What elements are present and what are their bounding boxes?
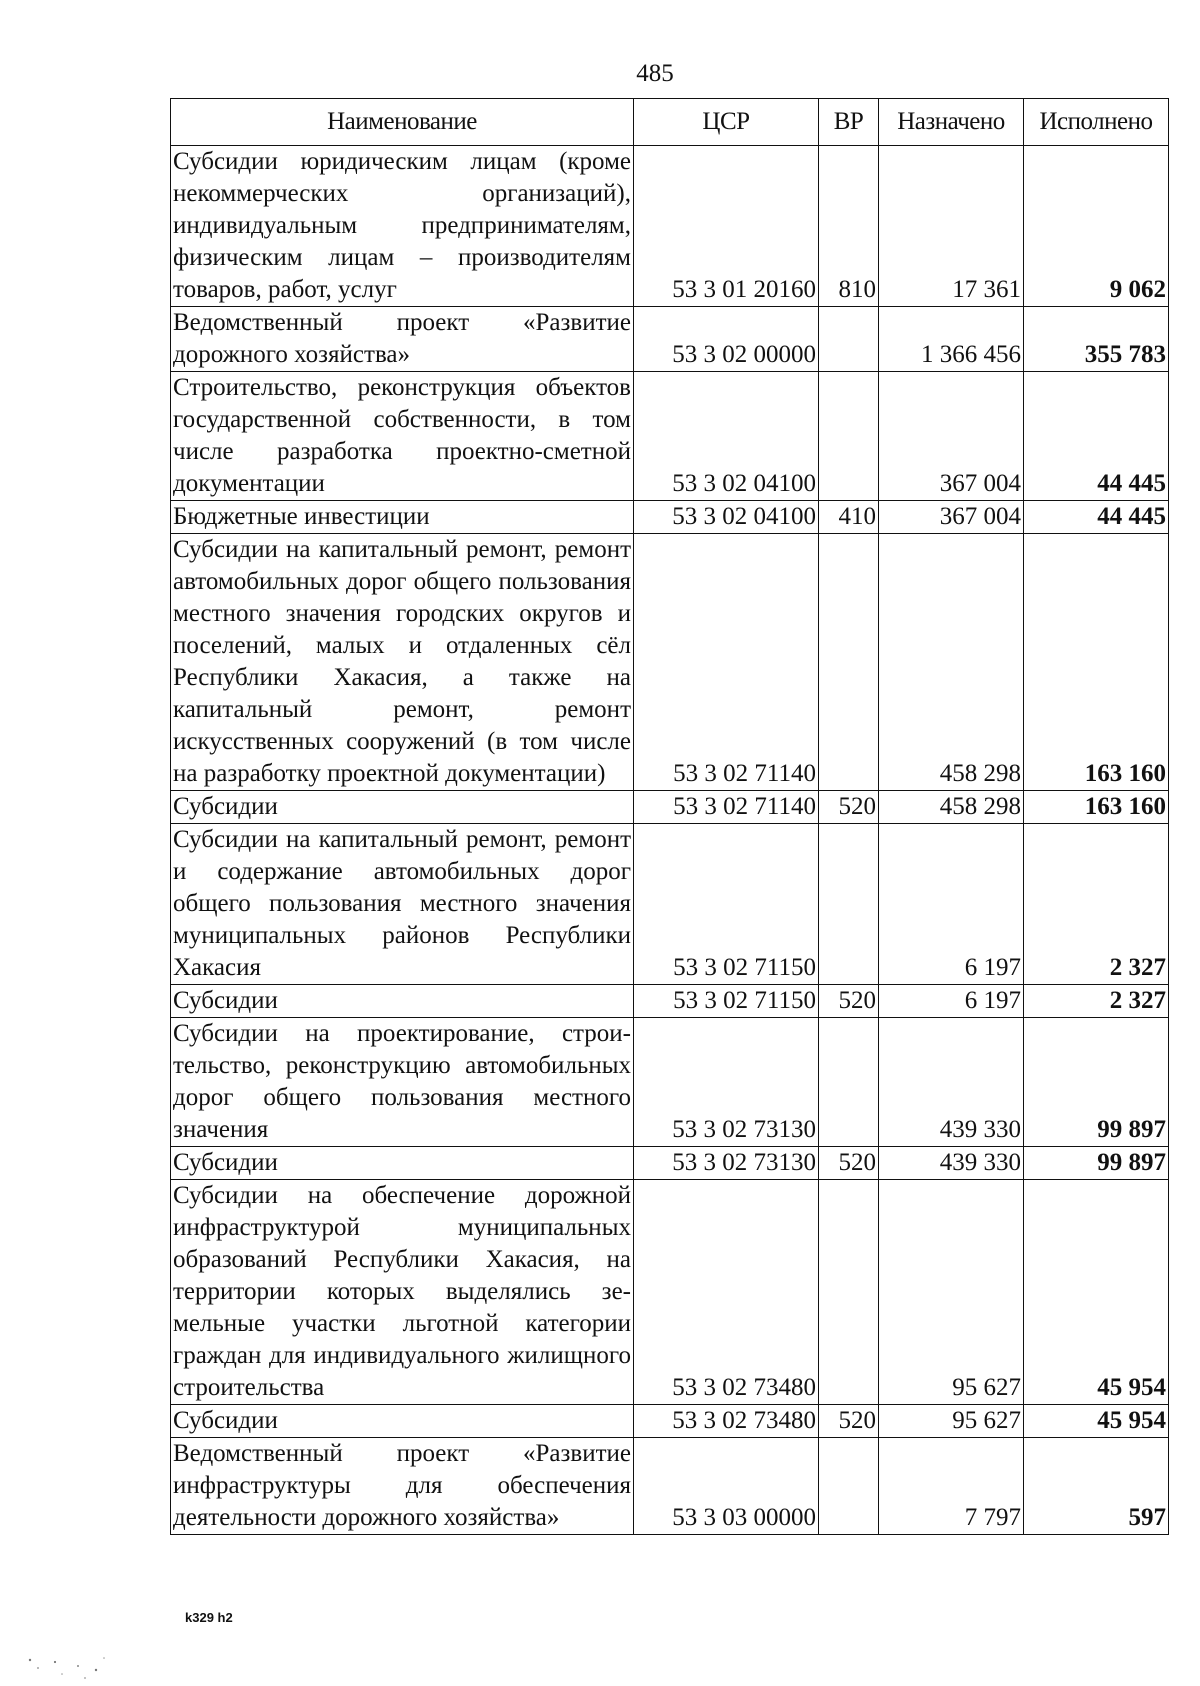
table-row bbox=[171, 307, 1169, 372]
cell-assigned: 458 298 bbox=[879, 791, 1024, 824]
cell-vr bbox=[819, 534, 879, 791]
cell-csr: 53 3 02 73130 bbox=[634, 1018, 819, 1147]
header-name: Наименование bbox=[171, 99, 634, 146]
cell-vr bbox=[819, 1438, 879, 1535]
cell-csr: 53 3 01 20160 bbox=[634, 146, 819, 307]
cell-executed: 597 bbox=[1024, 1438, 1169, 1535]
cell-name: Субсидии bbox=[171, 985, 634, 1018]
cell-executed: 99 897 bbox=[1024, 1147, 1169, 1180]
cell-csr: 53 3 02 00000 bbox=[634, 307, 819, 372]
cell-csr: 53 3 02 71140 bbox=[634, 534, 819, 791]
scan-speckles bbox=[0, 1640, 120, 1686]
header-csr: ЦСР bbox=[634, 99, 819, 146]
cell-executed: 163 160 bbox=[1024, 534, 1169, 791]
cell-name: Субсидии юридическим лицам (кроме некоммерческих организаций), индивидуальным предпринимателям, физическим лицам – производителям товаров, работ, услуг bbox=[171, 146, 634, 307]
cell-name: Бюджетные инвестиции bbox=[171, 501, 634, 534]
cell-csr: 53 3 02 04100 bbox=[634, 501, 819, 534]
header-row bbox=[171, 99, 1169, 146]
cell-name: Ведомственный проект «Развитие инфраструктуры для обеспечения деятельности дорожного хозяйства» bbox=[171, 1438, 634, 1535]
cell-executed: 163 160 bbox=[1024, 791, 1169, 824]
cell-executed: 45 954 bbox=[1024, 1405, 1169, 1438]
cell-name: Субсидии bbox=[171, 1147, 634, 1180]
cell-executed: 44 445 bbox=[1024, 501, 1169, 534]
cell-csr: 53 3 02 71150 bbox=[634, 824, 819, 985]
cell-name: Ведомственный проект «Развитие дорожного хозяйства» bbox=[171, 307, 634, 372]
cell-vr: 810 bbox=[819, 146, 879, 307]
cell-csr: 53 3 02 73480 bbox=[634, 1180, 819, 1405]
cell-vr: 520 bbox=[819, 1147, 879, 1180]
cell-executed: 45 954 bbox=[1024, 1180, 1169, 1405]
cell-vr bbox=[819, 824, 879, 985]
cell-vr bbox=[819, 1018, 879, 1147]
cell-executed: 2 327 bbox=[1024, 824, 1169, 985]
cell-vr bbox=[819, 372, 879, 501]
cell-assigned: 95 627 bbox=[879, 1180, 1024, 1405]
cell-assigned: 7 797 bbox=[879, 1438, 1024, 1535]
table-row bbox=[171, 534, 1169, 791]
cell-name: Субсидии bbox=[171, 791, 634, 824]
cell-csr: 53 3 02 73130 bbox=[634, 1147, 819, 1180]
cell-assigned: 1 366 456 bbox=[879, 307, 1024, 372]
header-executed: Исполнено bbox=[1024, 99, 1169, 146]
cell-executed: 355 783 bbox=[1024, 307, 1169, 372]
cell-assigned: 6 197 bbox=[879, 985, 1024, 1018]
header-assigned: Назначено bbox=[879, 99, 1024, 146]
table-row bbox=[171, 501, 1169, 534]
table-row bbox=[171, 824, 1169, 985]
cell-assigned: 367 004 bbox=[879, 501, 1024, 534]
table-header bbox=[171, 99, 1169, 146]
cell-assigned: 458 298 bbox=[879, 534, 1024, 791]
cell-vr: 520 bbox=[819, 791, 879, 824]
cell-name: Субсидии на проектирование, строительство, реконструкцию автомобильных дорог общего пользования местного значения bbox=[171, 1018, 634, 1147]
budget-table bbox=[170, 98, 1169, 1535]
table-row bbox=[171, 985, 1169, 1018]
cell-vr bbox=[819, 1180, 879, 1405]
table-row bbox=[171, 1405, 1169, 1438]
footer-code: k329 h2 bbox=[185, 1610, 233, 1625]
cell-assigned: 6 197 bbox=[879, 824, 1024, 985]
cell-name: Субсидии на капитальный ремонт, ремонт и содержание автомобильных дорог общего пользования местного значения муниципальных районов Республики Хакасия bbox=[171, 824, 634, 985]
table-row bbox=[171, 1180, 1169, 1405]
cell-name: Субсидии на капитальный ремонт, ремонт автомобильных дорог общего пользования местного значения городских округов и поселений, малых и отдаленных сёл Республики Хакасия, а также на капитальный ремонт, ремонт искусственных сооружений (в том числе на разработку проектной документации) bbox=[171, 534, 634, 791]
cell-assigned: 439 330 bbox=[879, 1018, 1024, 1147]
page-number: 485 bbox=[636, 60, 674, 87]
table-row bbox=[171, 372, 1169, 501]
cell-name: Строительство, реконструкция объектов государственной собственности, в том числе разработка проектно-сметной документации bbox=[171, 372, 634, 501]
cell-csr: 53 3 03 00000 bbox=[634, 1438, 819, 1535]
cell-executed: 2 327 bbox=[1024, 985, 1169, 1018]
table-body bbox=[171, 146, 1169, 1535]
cell-vr bbox=[819, 307, 879, 372]
cell-executed: 9 062 bbox=[1024, 146, 1169, 307]
cell-csr: 53 3 02 73480 bbox=[634, 1405, 819, 1438]
cell-csr: 53 3 02 71150 bbox=[634, 985, 819, 1018]
cell-name: Субсидии на обеспечение дорожной инфраструктурой муниципальных образований Республики Хакасия, на территории которых выделялись земельные участки льготной категории граждан для индивидуального жилищного строительства bbox=[171, 1180, 634, 1405]
table-row bbox=[171, 146, 1169, 307]
cell-vr: 520 bbox=[819, 985, 879, 1018]
cell-assigned: 367 004 bbox=[879, 372, 1024, 501]
table-row bbox=[171, 791, 1169, 824]
cell-name: Субсидии bbox=[171, 1405, 634, 1438]
cell-assigned: 439 330 bbox=[879, 1147, 1024, 1180]
cell-csr: 53 3 02 04100 bbox=[634, 372, 819, 501]
table-row bbox=[171, 1438, 1169, 1535]
cell-vr: 410 bbox=[819, 501, 879, 534]
cell-executed: 99 897 bbox=[1024, 1018, 1169, 1147]
table-row bbox=[171, 1147, 1169, 1180]
cell-assigned: 95 627 bbox=[879, 1405, 1024, 1438]
table-row bbox=[171, 1018, 1169, 1147]
cell-assigned: 17 361 bbox=[879, 146, 1024, 307]
cell-executed: 44 445 bbox=[1024, 372, 1169, 501]
cell-csr: 53 3 02 71140 bbox=[634, 791, 819, 824]
cell-vr: 520 bbox=[819, 1405, 879, 1438]
header-vr: ВР bbox=[819, 99, 879, 146]
